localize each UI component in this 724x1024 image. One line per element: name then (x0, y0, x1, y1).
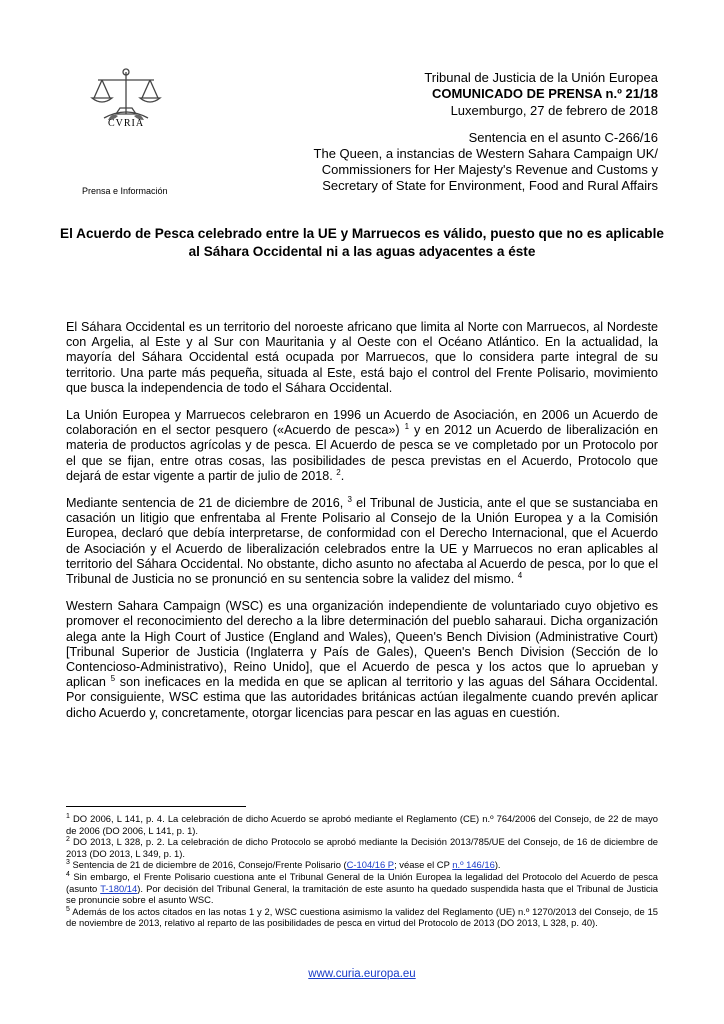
paragraph-1: El Sáhara Occidental es un territorio del noroeste africano que limita al Norte con Marruecos, al Nordeste con Argelia, al Este y al Sur con Mauritania y al Oeste con el Océano Atlántico. En la actualidad, la mayoría del Sáhara Occidental está ocupada por Marruecos, que lo considera parte integral de su territorio. Una parte más pequeña, situada al Este, está bajo el control del Frente Polisario, movimiento que busca la independencia de todo el Sáhara Occidental. (66, 320, 658, 395)
footnote-number: 5 (66, 905, 70, 913)
date-place: Luxemburgo, 27 de febrero de 2018 (450, 103, 658, 118)
paragraph-4 (66, 599, 658, 721)
footnote-number: 3 (66, 859, 70, 867)
footnote-5 (66, 906, 658, 929)
court-name: Tribunal de Justicia de la Unión Europea (424, 70, 658, 85)
paragraph-2 (66, 408, 658, 484)
case-line: Sentencia en el asunto C-266/16 (468, 130, 658, 145)
text: . (340, 468, 345, 483)
case-line: Commissioners for Her Majesty's Revenue and Customs y (321, 162, 658, 177)
text: Mediante sentencia de 21 de diciembre de 2016, (66, 496, 348, 511)
scales-of-justice-icon (84, 66, 168, 126)
footnote-3 (66, 859, 658, 871)
footnote-text: DO 2013, L 328, p. 2. La celebración de dicho Protocolo se aprobó mediante la Decisión 2013/785/UE del Consejo, de 16 de diciembre de 2013 (DO 2013, L 349, p. 1). (66, 836, 658, 859)
footnote-number: 2 (66, 836, 70, 844)
footnote-text: ). Por decisión del Tribunal General, la tramitación de este asunto ha quedado suspendida hasta que el Tribunal de Justicia se pronuncie sobre el asunto WSC. (66, 882, 658, 906)
press-release-link-146-16[interactable]: n.º 146/16 (452, 859, 495, 871)
footer (0, 968, 724, 980)
footnote-text: DO 2006, L 141, p. 4. La celebración de dicho Acuerdo se aprobó mediante el Reglamento (CE) n.º 764/2006 del Consejo, de 22 de mayo de 2006 (DO 2006, L 141, p. 1). (66, 813, 658, 836)
footnote-number: 4 (66, 870, 70, 878)
text: Western Sahara Campaign (WSC) es una organización independiente de voluntariado cuyo objetivo es promover el reconocimiento del derecho a la libre determinación del pueblo saharaui. Dicha organización alega ante la High Court of Justice (England and Wales), Queen's Bench Division (Administrative Court) [Tribunal Superior de Justicia (Inglaterra y País de Gales), Queen's Bench Division (Sección de lo Contencioso-Administrativo), Reino Unido], que el Acuerdo de pesca y los actos que lo aprueban y aplican (66, 599, 658, 690)
text: y en 2012 un Acuerdo de liberalización en materia de productos agrícolas y de pesca. El Acuerdo de pesca se ve completado por un Protocolo por el que se fijan, entre otras cosas, las posibilidades de pesca previstas en el Acuerdo, Protocolo que dejará de estar vigente a partir de julio de 2018. (66, 423, 658, 483)
footnote-ref: 3 (347, 494, 352, 504)
paragraph-3 (66, 496, 658, 587)
headline: El Acuerdo de Pesca celebrado entre la UE y Marruecos es válido, puesto que no es aplicable al Sáhara Occidental ni a las aguas adyacentes a éste (60, 226, 664, 259)
footnote-text: Además de los actos citados en las notas 1 y 2, WSC cuestiona asimismo la validez del Reglamento (UE) n.º 1270/2013 del Consejo, de 15 de noviembre de 2013, relativo al reparto de las posibilidades de pesca en virtud del Protocolo de 2013 (DO 2013, L 328, p. 40). (66, 905, 658, 929)
case-line: Secretary of State for Environment, Food and Rural Affairs (322, 178, 658, 193)
footnote-1 (66, 813, 658, 836)
footnote-ref: 5 (110, 674, 116, 684)
footnote-text: Sin embargo, el Frente Polisario cuestiona ante el Tribunal General de la Unión Europea la legalidad del Protocolo del Acuerdo de pesca (asunto (66, 870, 658, 894)
body-text (66, 320, 658, 733)
curia-logo (84, 66, 168, 148)
case-line: The Queen, a instancias de Western Sahara Campaign UK/ (313, 146, 658, 161)
press-release-number: COMUNICADO DE PRENSA n.º 21/18 (431, 86, 658, 101)
text: el Tribunal de Justicia, ante el que se sustanciaba en casación un litigio que enfrentaba al Frente Polisario al Consejo de la Unión Europea y a la Comisión Europea, declaró que debía interpretarse, de conformidad con el Derecho Internacional, que el Acuerdo de Asociación y el Acuerdo de liberalización celebrados entre la UE y Marruecos no eran aplicables al territorio del Sáhara Occidental. No obstante, dicho asunto no afectaba al Acuerdo de pesca, por lo que el Tribunal de Justicia no se pronunció en su sentencia sobre la validez del mismo. (66, 496, 658, 587)
press-office-label: Prensa e Información (82, 186, 168, 196)
footnote-2 (66, 836, 658, 859)
text: son ineficaces en la medida en que se aplican al territorio y las aguas del Sáhara Occidental. Por consiguiente, WSC estima que las autoridades británicas actúan ilegalmente cuando prevén aplicar dicho Acuerdo y, concretamente, otorgar licencias para pescar en las aguas en cuestión. (66, 675, 658, 720)
footnote-text: ; véase el CP (394, 859, 453, 871)
footnote-ref: 1 (404, 422, 410, 432)
footnote-number: 1 (66, 812, 70, 820)
footnote-ref: 2 (336, 467, 341, 477)
text: La Unión Europea y Marruecos celebraron en 1996 un Acuerdo de Asociación, en 2006 un Acuerdo de colaboración en el sector pesquero («Acuerdo de pesca») (66, 408, 658, 438)
footnote-text: Sentencia de 21 de diciembre de 2016, Consejo/Frente Polisario ( (69, 859, 347, 871)
logo-text: CVRIA (107, 118, 145, 129)
case-link-t180-14[interactable]: T-180/14 (100, 882, 138, 894)
curia-website-link[interactable]: www.curia.europa.eu (308, 968, 416, 980)
case-title (314, 130, 658, 194)
footnote-text: ). (494, 859, 501, 871)
footnote-ref: 4 (517, 570, 523, 580)
case-link-c104-16p[interactable]: C-104/16 P (346, 859, 395, 871)
footnote-4 (66, 871, 658, 906)
footnotes (66, 813, 658, 929)
footnote-divider (66, 806, 246, 807)
